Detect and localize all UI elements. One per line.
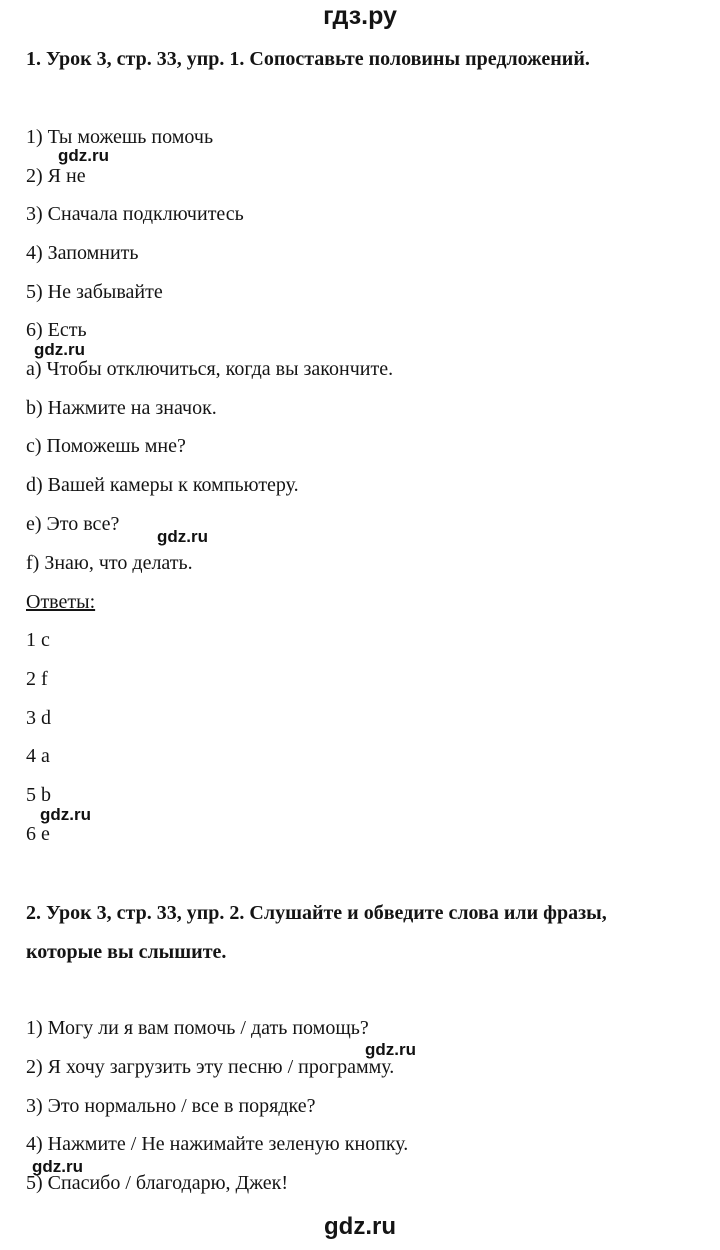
watermark: gdz.ru: [34, 340, 85, 359]
watermark: gdz.ru: [32, 1157, 83, 1176]
phrase-item-3: 3) Это нормально / все в порядке?: [26, 1095, 316, 1117]
sentence-start-5: 5) Не забывайте: [26, 281, 163, 303]
sentence-end-d: d) Вашей камеры к компьютеру.: [26, 474, 299, 496]
sentence-start-6: 6) Есть: [26, 319, 87, 341]
answer-2: 2 f: [26, 668, 48, 690]
answer-5: 5 b: [26, 784, 51, 806]
exercise-1-heading: 1. Урок 3, стр. 33, упр. 1. Сопоставьте половины предложений.: [26, 48, 590, 70]
sentence-start-2: 2) Я не: [26, 165, 86, 187]
site-footer: gdz.ru: [324, 1213, 396, 1240]
sentence-end-a: a) Чтобы отключиться, когда вы закончите.: [26, 358, 394, 380]
watermark: gdz.ru: [365, 1040, 416, 1059]
watermark: gdz.ru: [40, 805, 91, 824]
sentence-start-4: 4) Запомнить: [26, 242, 139, 264]
exercise-2-heading-line-2: которые вы слышите.: [26, 941, 227, 963]
answer-6: 6 e: [26, 823, 50, 845]
answer-1: 1 c: [26, 629, 50, 651]
exercise-2-heading-line-1: 2. Урок 3, стр. 33, упр. 2. Слушайте и обведите слова или фразы,: [26, 902, 607, 924]
phrase-item-4: 4) Нажмите / Не нажимайте зеленую кнопку.: [26, 1133, 409, 1155]
answer-3: 3 d: [26, 707, 51, 729]
sentence-end-f: f) Знаю, что делать.: [26, 552, 193, 574]
watermark: gdz.ru: [157, 527, 208, 546]
sentence-start-1: 1) Ты можешь помочь: [26, 126, 214, 148]
phrase-item-5: 5) Спасибо / благодарю, Джек!: [26, 1172, 289, 1194]
sentence-end-b: b) Нажмите на значок.: [26, 397, 217, 419]
sentence-end-e: e) Это все?: [26, 513, 120, 535]
sentence-end-c: c) Поможешь мне?: [26, 435, 186, 457]
phrase-item-2: 2) Я хочу загрузить эту песню / программу.: [26, 1056, 395, 1078]
watermark: gdz.ru: [58, 146, 109, 165]
phrase-item-1: 1) Могу ли я вам помочь / дать помощь?: [26, 1017, 369, 1039]
sentence-start-3: 3) Сначала подключитесь: [26, 203, 244, 225]
site-header: гдз.ру: [323, 2, 397, 30]
answer-4: 4 a: [26, 745, 50, 767]
answers-label: Ответы:: [26, 591, 96, 613]
